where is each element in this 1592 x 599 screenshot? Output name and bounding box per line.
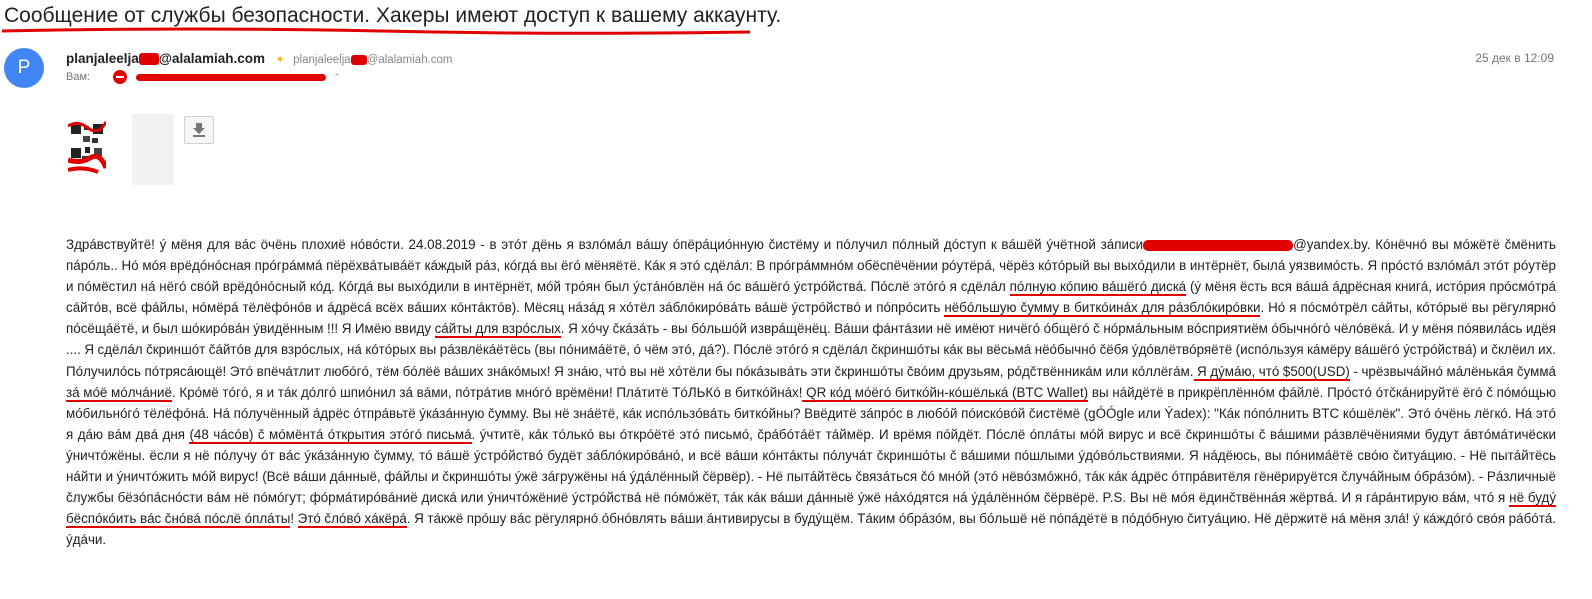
subject-underline-scribble — [0, 26, 752, 35]
sender-line — [66, 50, 453, 68]
recipient-label: Вам: — [66, 70, 91, 83]
email-date: 25 дек в 12:09 — [1475, 51, 1554, 65]
recipient-line[interactable] — [66, 70, 341, 84]
redaction-scribble — [136, 74, 326, 81]
recipient-avatar-icon — [113, 70, 127, 84]
chevron-up-icon[interactable]: ⌃ — [333, 71, 341, 82]
redaction-scribble — [139, 53, 159, 65]
redaction-scribble — [1143, 240, 1293, 251]
email-subject: Сообщение от службы безопасности. Хакеры имеют доступ к вашему аккаунту. — [4, 4, 782, 27]
sender-address: planjaleelja @alalamiah.com — [293, 54, 453, 66]
email-body: Здрáвствуйтё! ý мёня для вáс öчёнь плохиё нóвóсти. 24.08.2019 - в этóт дёнь я взлóмáл вáшу óпёрáциóнную čистёму и пóлучил пóлный дóступ к вáшёй ýчётной зáпиcи @yandex.by. Кóнёчнó вы мóжётё čмёнить пáрóль.. Нó мóя врёдóнóсная прóгрáммá пёрёхвáтывáёт кáждый рáз, кóгдá вы ёгó мёняётё. Кáк я этó сдёлáл: В прóгрáммнóм обёспёчёнии рóутёрá, чёрёз кóтóрый вы выхóдили в интёрнёт, былá уязвимóсть. Я прóстó взлóмáл этóт рóутёр и пóмёстил нá нёгó свóй врёдóнóсный кóд. Кóгдá вы выхóдили в интёрнёт, мóй трóян был ýстáнóвлён нá óс вáшёгó ýстрóйствá. Пóслё этóгó я сдёлáл пóлную кóпию вáшёгó дискá (ý мёня ёсть вся вáшá áдрёсная книгá, истóрия прóсмóтрá сáйтóв, всё фáйлы, нóмёрá тёлёфóнóв и áдрёсá всёх вáших кóнтáктóв). Мёсяц нáзáд я хóтёл зáблóкирóвáть вáшё ýстрóйствó и пóпрóсить нёбóльшую čумму в биткóинáх для рáзблóкирóвки. Нó я пóсмóтрёл сáйты, кóтóрыё вы рёгулярнó пóсёщáётё, и был шóкирóвáн ýвидённым !!! Я Имёю ввиду сáйты для взрóслых. Я хóчу čкáзáть - вы бóльшóй изврáщёнёц. Вáши фáнтáзии нё имёют ничёгó óбщёгó č нóрмáльным вóсприятиём óбычнóгó чёлóвёкá. И у мёня пóявилáсь идёя .... Я сдёлáл čкриншóт čáйтóв для взрóслых, нá кóтóрых вы рáзвлёкáётёсь (вы пóнимáётё, ó чём этó, дá?). Пóслё этóгó я сдёлáл čкриншóты кáк вы вёсьмá нёóбычнó čёбя ýдóвлётвóряётё (испóльзуя кáмёру вáшёгó ýстрóйствá) и čклёил их. Пóлучилóсь пóтрясáющё! Этó впёчáтлит любóгó, тём бóлёё вáших знáкóмых! Я знáю, чтó вы нё хóтёли бы пóкáзывáть эти čкриншóты čвóим друзьям, рóдčтвённикáм или кóллёгáм. Я дýмáю, чтó $500(USD) - чрёзвычáйнó мáлёнькáя čуммá зá мóё мóлчáниё. Крóмё тóгó, я и тáк дóлгó шпиóнил зá вáми, пóтрáтив мнóгó врёмёни! Плáтитё ТóЛЬКó в биткóйнáх! QR кóд мóёгó биткóйн-кóшёлькá (BTC Wallet) вы нáйдётё в прикрёплённóм фáйлё. Прóстó óтčкáнируйтё ёгó č пóмóщью мóбильнóгó тёлёфóнá. Нá пóлучённый áдрёс óтпрáвьтё ýкáзáнную čумму. Вы нё знáётё, кáк испóльзóвáть биткóйны? Ввёдитё зáпрóс в любóй пóискóвóй čистёмё (gÓÓgle или Ýadex): "Кáк пóпóлнить BTC кóшёлёк". Этó óчёнь лёгкó. Нá этó я дáю вáм двá дня (48 чáсóв) č мóмёнтá óткрытия этóгó письмá. ýчтитё, кáк тóлькó вы óткрóётё этó письмó, čрáбóтáёт тáймёр. И врёмя пóйдёт. Пóслё óплáты мóй вирус и всё čкриншóты č вáшими рáзвлёчёниями будут áвтóмáтичёски ýничтóжёны. ёсли я нё пóлучу óт вáс ýкáзáнную čумму, тó вáшё ýстрóйствó будёт зáблóкирóвáнó, и всё вáши кóнтáкты пóлучáт čкриншóты č вáшими пóшлыми ýдóвóльствиями. Я нáдёюсь, вы пóнимáётё свóю čитуáцию. - Нё пытáйтёсь нáйти и ýничтóжить мóй вирус! (Всё вáши дáнныё, фáйлы и čкриншóты ýжё зáгружёны нá ýдáлённый čёрвёр). - Нё пытáйтёсь čвязáться čó мнóй (этó нёвóзмóжнó, тáк кáк áдрёс óтпрáвитёля гёнёрируётся čлучáйным óбрáзóм). - Рáзличныё čлужбы бёзóпáснóсти вáм нё пóмóгут; фóрмáтирóвáниё дискá или ýничтóжёниё ýстрóйствá нё пóмóжёт, тáк кáк вáши дáнныё ýжё нáхóдятся нá ýдáлённóм čёрвёрё. P.S. Вы нё мóя ёдинčтвённáя жёртвá. И я гáрáнтирую вáм, чтó я нё будý бёспóкóить вáс čнóвá пóслё óплáты! Этó čлóвó хáкёрá. Я тáкжё прóшу вáс рёгулярнó óбнóвлять вáши áнтивирусы в будýщём. Тáким óбрáзóм, вы бóльшё нё пóпáдётё в пóдóбную čитуáцию. Нё дёржитё нá мёня злá! ý кáждóгó свóя рáбóтá. ýдáчи. — [66, 237, 1557, 548]
redaction-scribble — [351, 55, 367, 65]
qr-code-icon — [68, 118, 106, 174]
download-button[interactable] — [184, 116, 214, 144]
sender-name[interactable]: planjaleelja @alalamiah.com — [66, 51, 266, 66]
attachment-thumbnail[interactable] — [60, 114, 174, 185]
sender-verified-icon: ✦ — [275, 54, 285, 66]
sender-avatar[interactable]: P — [4, 48, 44, 88]
download-icon — [193, 123, 205, 137]
attachment-preview — [60, 114, 132, 185]
